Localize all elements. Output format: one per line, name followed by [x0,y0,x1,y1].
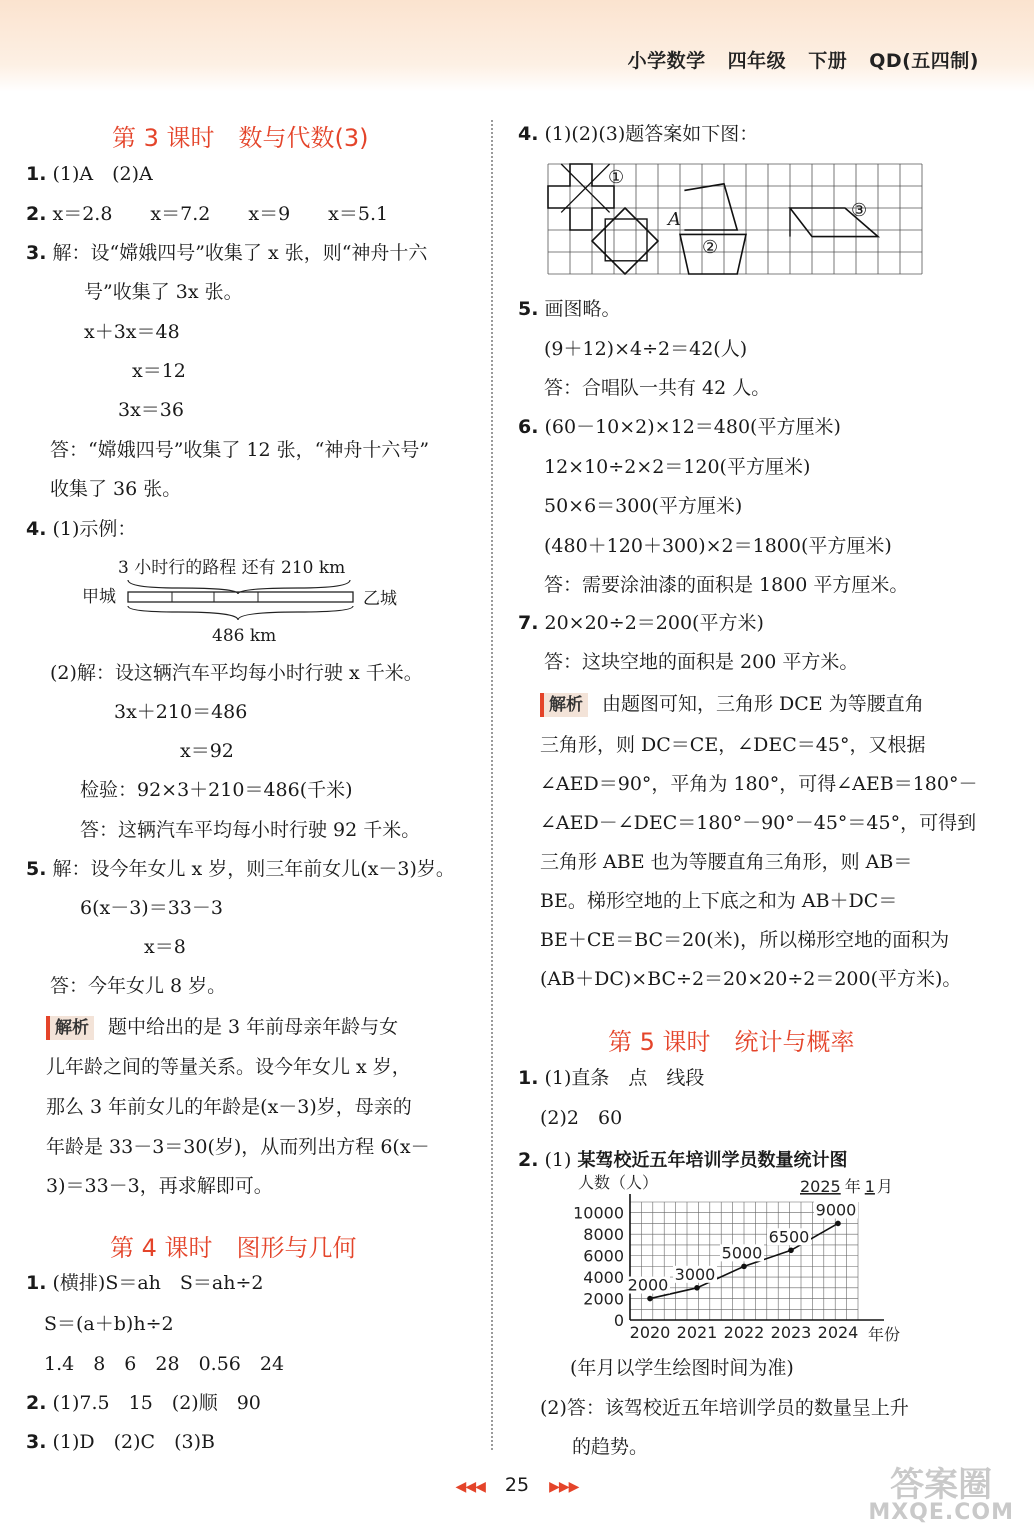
date-year: 2025 [800,1177,841,1196]
data-label: 2000 [627,1275,669,1295]
answer-r5: 5. 画图略。 [518,298,621,320]
svg-text:2025年1月 [800,1177,893,1196]
watermark-logo: 答案圈 [890,1465,993,1505]
watermark-url: MXQE.COM [868,1500,1014,1525]
segment-diagram [118,574,363,624]
answer-r7: 7. 20×20÷2＝200(平方米) [518,612,764,634]
analysis-line: 三角形，则 DC＝CE，∠DEC＝45°，又根据 [540,734,926,756]
analysis-line: BE＋CE＝BC＝20(米)，所以梯形空地的面积为 [540,929,950,951]
date-nian: 年 [844,1177,861,1196]
city-a-label: 甲城 [82,587,116,607]
next-arrows-icon: ▶▶▶ [549,1479,579,1495]
analysis-line: 解析 由题图可知，三角形 DCE 为等腰直角 [540,692,924,717]
text-line: (2)答：该驾校近五年培训学员的数量呈上升 [540,1397,909,1419]
values-line: 1.4 8 6 28 0.56 24 [44,1353,285,1375]
data-point [741,1264,747,1270]
data-point [694,1285,700,1291]
x-tick-label: 2024 [817,1323,859,1342]
text-line: 号”收集了 3x 张。 [84,281,243,303]
answer-1: 1. (1)A (2)A [26,163,153,185]
equation-line: 3x＋210＝486 [114,701,248,723]
equation-line: 50×6＝300(平方厘米) [544,495,743,517]
text-line: 答：“嫦娥四号”收集了 12 张，“神舟十六号” [50,439,430,461]
analysis-line: (AB＋DC)×BC÷2＝20×20÷2＝200(平方米)。 [540,968,962,990]
answer-r6: 6. (60－10×2)×12＝480(平方厘米) [518,416,841,438]
text-line: (2)2 60 [540,1107,623,1129]
equation-line: x＋3x＝48 [84,321,180,343]
y-tick-label: 10000 [573,1203,624,1223]
answer-4: 4. (1)示例： [26,518,137,540]
prev-arrows-icon: ◀◀◀ [455,1479,485,1495]
label-shape-3: ③ [851,200,868,221]
x-tick-label: 2022 [723,1323,765,1342]
y-tick-label: 6000 [583,1246,624,1266]
page-header [606,46,979,73]
text-line: (2)解：设这辆汽车平均每小时行驶 x 千米。 [50,662,423,684]
y-tick-label: 4000 [583,1268,624,1288]
equation-line: 6(x－3)＝33－3 [80,897,223,919]
analysis-line: 解析 题中给出的是 3 年前母亲年龄与女 [46,1015,398,1040]
geometry-answer-1: 1. (横排)S＝ah S＝ah÷2 [26,1272,264,1294]
equation-line: x＝92 [180,740,234,762]
label-shape-2: ② [702,237,719,258]
page-number: 25 [504,1474,530,1496]
stats-answer-2: 2. (1) 某驾校近五年培训学员数量统计图 [518,1149,848,1171]
label-shape-1: ① [608,167,625,188]
cross-shape-1 [548,164,614,230]
stats-answer-1: 1. (1)直条 点 线段 [518,1067,705,1089]
analysis-line: 年龄是 33－3＝30(岁)，从而列出方程 6(x－ [46,1136,430,1158]
header-edition: QD(五四制) [869,50,979,72]
segment-top-label: 3 小时行的路程 还有 210 km [118,558,346,578]
analysis-line: 那么 3 年前女儿的年龄是(x－3)岁，母亲的 [46,1096,412,1118]
text-line: 的趋势。 [572,1436,649,1458]
check-line: 检验：92×3＋210＝486(千米) [80,779,353,801]
analysis-line: ∠AED－∠DEC＝180°－90°－45°＝45°，可得到 [540,812,977,834]
x-tick-label: 2020 [629,1323,671,1342]
geometry-answer-2: 2. (1)7.5 15 (2)顺 90 [26,1392,261,1414]
chart-ylabel: 人数（人） [578,1173,659,1192]
analysis-line: 三角形 ABE 也为等腰直角三角形，则 AB＝ [540,851,913,873]
text-line: 答：需要涂油漆的面积是 1800 平方厘米。 [544,574,909,596]
y-tick-label: 0 [613,1311,624,1330]
equation-line: x＝8 [144,936,186,958]
column-divider [491,120,493,1450]
label-point-a: A [668,209,681,230]
trapezoid-outline [684,184,737,230]
equation-line: 3x＝36 [118,399,184,421]
header-grade: 四年级 [727,50,787,72]
watermark [868,1465,1014,1525]
city-b-label: 乙城 [363,589,397,609]
text-line: 答：今年女儿 8 岁。 [50,975,227,997]
y-tick-label: 8000 [583,1225,624,1245]
equation-line: x＝12 [132,360,186,382]
lesson4-title: 第 4 课时 图形与几何 [110,1234,357,1262]
analysis-line: ∠AED＝90°，平角为 180°，可得∠AEB＝180°－ [540,773,978,795]
diamond-shape [592,208,658,274]
data-point [788,1247,794,1253]
equation-line: (9＋12)×4÷2＝42(人) [544,338,748,360]
date-yue: 月 [876,1177,893,1196]
answer-3: 3. 解：设“嫦娥四号”收集了 x 张，则“神舟十六 [26,242,428,264]
chart-note: (年月以学生绘图时间为准) [570,1357,794,1379]
answer-2: 2. x＝2.8 x＝7.2 x＝9 x＝5.1 [26,203,389,225]
x-tick-label: 2021 [676,1323,718,1342]
x-tick-label: 2023 [770,1323,812,1342]
segment-bottom-label: 486 km [212,626,277,646]
header-subject: 小学数学 [627,50,706,72]
analysis-line: 儿年龄之间的等量关系。设今年女儿 x 岁， [46,1056,411,1078]
data-label: 5000 [721,1243,763,1263]
text-line: 收集了 36 张。 [50,478,182,500]
analysis-tag: 解析 [46,1016,94,1040]
equation-line: 12×10÷2×2＝120(平方厘米) [544,456,811,478]
geometry-answer-3: 3. (1)D (2)C (3)B [26,1431,215,1453]
analysis-line: 3)＝33－3，再求解即可。 [46,1175,273,1197]
chart-title: 某驾校近五年培训学员数量统计图 [577,1150,848,1171]
answer-5: 5. 解：设今年女儿 x 岁，则三年前女儿(x－3)岁。 [26,858,455,880]
answer-r4: 4. (1)(2)(3)题答案如下图： [518,123,759,145]
y-tick-label: 2000 [583,1289,624,1309]
equation-line: (480＋120＋300)×2＝1800(平方厘米) [544,535,892,557]
text-line: 答：这辆汽车平均每小时行驶 92 千米。 [80,819,421,841]
data-label: 9000 [815,1200,857,1220]
analysis-tag: 解析 [540,693,588,717]
formula-line: S＝(a＋b)h÷2 [44,1313,174,1335]
chart-xlabel: 年份 [868,1325,901,1344]
lesson3-title: 第 3 课时 数与代数(3) [112,124,369,152]
data-label: 6500 [768,1227,810,1247]
header-volume: 下册 [808,50,848,72]
grid-figure [546,162,930,282]
data-label: 3000 [674,1264,716,1284]
line-chart [568,1168,918,1348]
data-point [647,1296,653,1302]
analysis-line: BE。梯形空地的上下底之和为 AB＋DC＝ [540,890,898,912]
data-point [835,1221,841,1227]
date-month: 1 [864,1177,875,1196]
text-line: 答：合唱队一共有 42 人。 [544,377,771,399]
lesson5-title: 第 5 课时 统计与概率 [608,1028,855,1056]
inner-square [605,219,647,261]
text-line: 答：这块空地的面积是 200 平方米。 [544,651,859,673]
